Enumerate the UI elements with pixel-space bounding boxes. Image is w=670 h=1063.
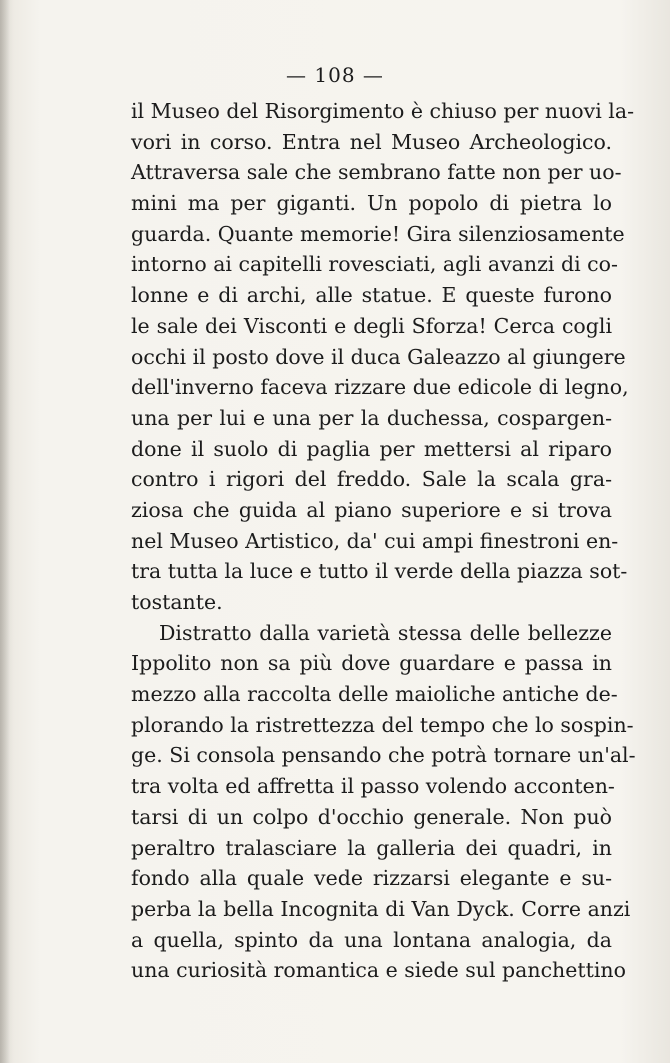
body-text bbox=[131, 96, 636, 986]
text-line: lonne e di archi, alle statue. E queste furono bbox=[131, 283, 612, 308]
text-line: vori in corso. Entra nel Museo Archeologico. bbox=[131, 129, 612, 154]
text-line: peraltro tralasciare la galleria dei quadri, in bbox=[131, 835, 612, 860]
text-line: fondo alla quale vede rizzarsi elegante e su- bbox=[131, 866, 612, 891]
text-line: Attraversa sale che sembrano fatte non per uo- bbox=[131, 160, 622, 185]
text-line: ziosa che guida al piano superiore e si trova bbox=[131, 497, 612, 522]
paragraph bbox=[131, 96, 635, 618]
text-line: ge. Si consola pensando che potrà tornare un'al- bbox=[131, 743, 636, 768]
text-line: done il suolo di paglia per mettersi al riparo bbox=[131, 436, 612, 461]
binding-gutter-shadow bbox=[0, 0, 10, 1063]
text-line: dell'inverno faceva rizzare due edicole di legno, bbox=[131, 375, 629, 400]
text-line: contro i rigori del freddo. Sale la scala gra- bbox=[131, 467, 612, 492]
text-line: una per lui e una per la duchessa, cospargen- bbox=[131, 405, 612, 430]
text-line: guarda. Quante memorie! Gira silenziosamente bbox=[131, 221, 625, 246]
text-line: Distratto dalla varietà stessa delle bellezze bbox=[159, 620, 612, 645]
text-line: plorando la ristrettezza del tempo che lo sospin- bbox=[131, 712, 634, 737]
text-line: mezzo alla raccolta delle maioliche antiche de- bbox=[131, 682, 618, 707]
text-line: una curiosità romantica e siede sul panchettino bbox=[131, 958, 626, 983]
text-line: le sale dei Visconti e degli Sforza! Cerca cogli bbox=[131, 313, 612, 338]
text-line: tostante. bbox=[131, 590, 223, 614]
text-line: a quella, spinto da una lontana analogia, da bbox=[131, 927, 612, 952]
text-line: perba la bella Incognita di Van Dyck. Corre anzi bbox=[131, 896, 631, 921]
text-line: tra tutta la luce e tutto il verde della piazza sot- bbox=[131, 559, 628, 584]
text-line: tarsi di un colpo d'occhio generale. Non può bbox=[131, 804, 612, 829]
text-line: Ippolito non sa più dove guardare e passa in bbox=[131, 651, 612, 676]
text-line: il Museo del Risorgimento è chiuso per nuovi la- bbox=[131, 99, 635, 123]
page-number: — 108 — bbox=[286, 63, 384, 87]
text-line: tra volta ed affretta il passo volendo acconten- bbox=[131, 774, 615, 799]
paragraph bbox=[131, 618, 636, 986]
text-line: occhi il posto dove il duca Galeazzo al giungere bbox=[131, 344, 626, 369]
text-line: mini ma per giganti. Un popolo di pietra lo bbox=[131, 191, 612, 216]
text-line: intorno ai capitelli rovesciati, agli avanzi di co- bbox=[131, 252, 618, 277]
text-line: nel Museo Artistico, da' cui ampi finestroni en- bbox=[131, 528, 619, 553]
